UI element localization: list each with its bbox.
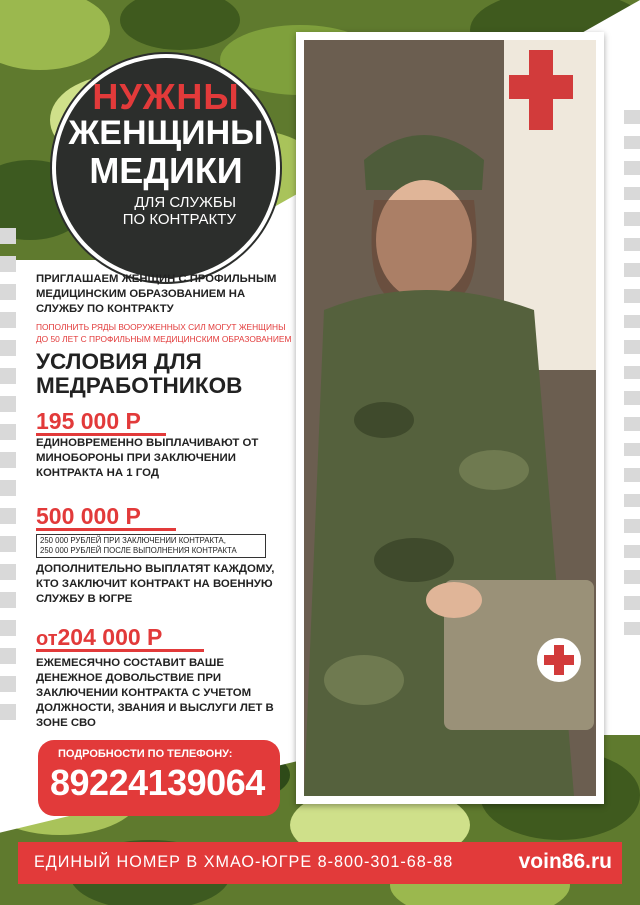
amount-3 [36, 624, 204, 652]
conditions-title: УСЛОВИЯ ДЛЯ МЕДРАБОТНИКОВ [36, 349, 243, 398]
footer-site-link[interactable]: voin86.ru [518, 850, 612, 873]
amount-3-value: 204 000 Р [57, 624, 163, 650]
intro-note: ПОПОЛНИТЬ РЯДЫ ВООРУЖЕННЫХ СИЛ МОГУТ ЖЕНЩИНЫ ДО 50 ЛЕТ С ПРОФИЛЬНЫМ МЕДИЦИНСКИМ ОБРАЗОВАНИЕМ [36, 322, 292, 344]
header-line-3: МЕДИКИ [89, 150, 243, 191]
amount-2 [36, 503, 176, 531]
film-strip-right [624, 110, 640, 635]
amount-2-value: 500 000 Р [36, 503, 141, 529]
amount-1 [36, 408, 166, 436]
phone-box[interactable] [38, 740, 280, 816]
header-subtitle-line-a: ДЛЯ СЛУЖБЫ [134, 194, 236, 211]
amount-1-desc: ЕДИНОВРЕМЕННО ВЫПЛАЧИВАЮТ ОТ МИНОБОРОНЫ ПРИ ЗАКЛЮЧЕНИИ КОНТРАКТА НА 1 ГОД [36, 437, 259, 479]
amount-2-note-1: 250 000 РУБЛЕЙ ПРИ ЗАКЛЮЧЕНИИ КОНТРАКТА, [40, 536, 226, 545]
header-circle [56, 58, 276, 278]
amount-3-desc: ЕЖЕМЕСЯЧНО СОСТАВИТ ВАШЕ ДЕНЕЖНОЕ ДОВОЛЬСТВИЕ ПРИ ЗАКЛЮЧЕНИИ КОНТРАКТА С УЧЕТОМ ДОЛЖНОСТИ, ЗВАНИЯ И ВЫСЛУГИ ЛЕТ В ЗОНЕ СВО [36, 657, 274, 729]
header-subtitle [123, 194, 236, 228]
intro-lead: ПРИГЛАШАЕМ ЖЕНЩИН С ПРОФИЛЬНЫМ МЕДИЦИНСКИМ ОБРАЗОВАНИЕМ НА СЛУЖБУ ПО КОНТРАКТУ [36, 273, 277, 315]
female-medic-photo [304, 40, 596, 796]
header-line-2: ЖЕНЩИНЫ [68, 114, 264, 152]
amount-2-note-2: 250 000 РУБЛЕЙ ПОСЛЕ ВЫПОЛНЕНИЯ КОНТРАКТА [40, 546, 237, 555]
header-line-1: НУЖНЫ [92, 76, 240, 117]
phone-label: ПОДРОБНОСТИ ПО ТЕЛЕФОНУ: [58, 748, 233, 760]
amount-3-prefix: от [36, 628, 58, 650]
intro-block [36, 272, 296, 345]
footer-bar [18, 842, 622, 884]
amount-2-desc: ДОПОЛНИТЕЛЬНО ВЫПЛАТЯТ КАЖДОМУ, КТО ЗАКЛЮЧИТ КОНТРАКТ НА ВОЕННУЮ СЛУЖБУ В ЮГРЕ [36, 563, 275, 605]
film-strip-left [0, 228, 16, 753]
footer-hotline: ЕДИНЫЙ НОМЕР В ХМАО-ЮГРЕ 8-800-301-68-88 [34, 853, 454, 871]
phone-number[interactable]: 89224139064 [50, 762, 265, 803]
header-subtitle-line-b: ПО КОНТРАКТУ [122, 211, 236, 228]
amount-1-value: 195 000 Р [36, 408, 141, 434]
amount-2-breakdown [36, 534, 266, 558]
